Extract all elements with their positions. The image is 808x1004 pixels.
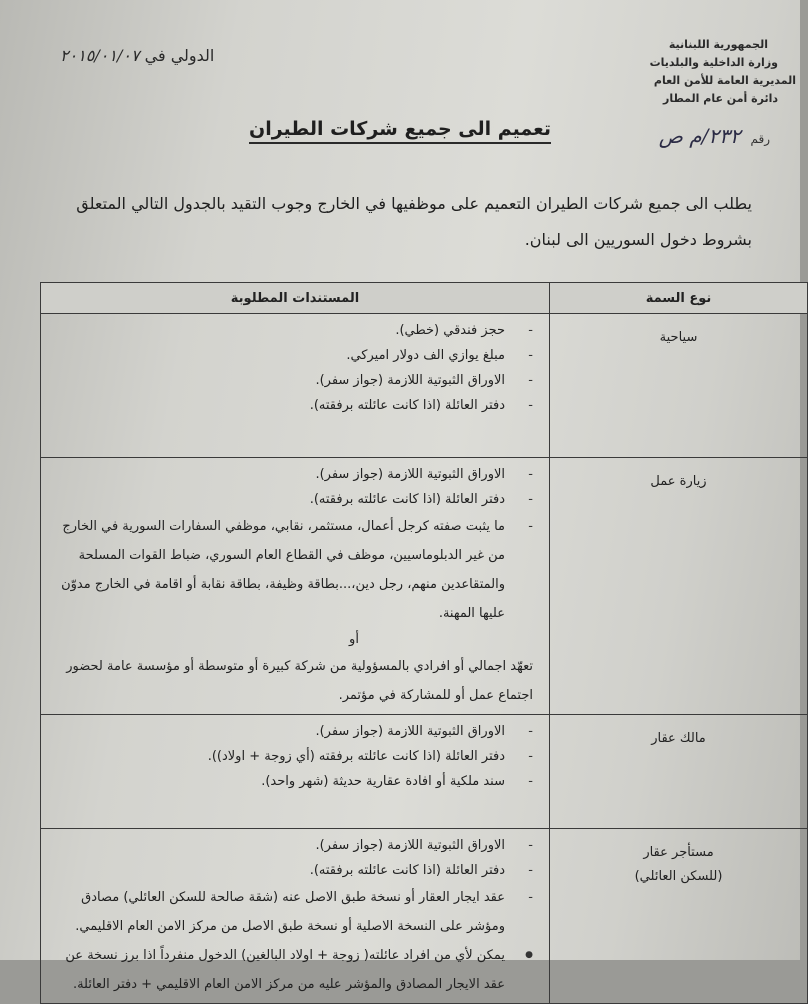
list-item: - مبلغ يوازي الف دولار اميركي. bbox=[49, 343, 539, 368]
visa-type-cell: سياحية bbox=[550, 314, 808, 458]
list-item: - ما يثبت صفته كرجل أعمال، مستثمر، نقابي، موظفي السفارات السورية في الخارج من غير الدبلوماسيين، موظف في القطاع العام السوري، ضباط القوات المسلحة والمتقاعدين منهم، رجل دين،...بطاقة وظيفة، بطاقة نقابة أو اقامة في الخارج مدوّن عليها المهنة. bbox=[49, 512, 539, 628]
list-item: - دفتر العائلة (اذا كانت عائلته برفقته). bbox=[49, 487, 539, 512]
documents-cell bbox=[41, 458, 550, 715]
visa-type-label: مستأجر عقار bbox=[643, 845, 714, 860]
documents-list bbox=[49, 318, 539, 418]
header-visa-type: نوع السمة bbox=[550, 283, 808, 314]
documents-cell bbox=[41, 829, 550, 1004]
table-row bbox=[41, 715, 808, 829]
directorate-name: المديرية العامة للأمن العام bbox=[653, 74, 796, 87]
date-label: الدولي في bbox=[144, 46, 215, 65]
date-value: ٢٠١٥/٠١/٠٧ bbox=[60, 46, 140, 65]
table-row bbox=[41, 458, 808, 715]
documents-list bbox=[49, 719, 539, 794]
table-header-row bbox=[41, 283, 808, 314]
table-row bbox=[41, 829, 808, 1004]
visa-requirements-table bbox=[40, 282, 808, 1004]
visa-type-cell bbox=[550, 829, 808, 1004]
documents-list bbox=[49, 833, 539, 999]
list-item: ● يمكن لأي من افراد عائلته( زوجة + اولاد البالغين) الدخول منفرداً اذا برز نسخة عن عقد الايجار المصادق والمؤشر عليه من مركز الامن العام الاقليمي + دفتر العائلة. bbox=[49, 941, 539, 999]
list-item: - الاوراق الثبوتية اللازمة (جواز سفر). bbox=[49, 833, 539, 858]
list-item: - دفتر العائلة (اذا كانت عائلته برفقته). bbox=[49, 393, 539, 418]
issue-date bbox=[60, 46, 214, 65]
documents-list bbox=[49, 462, 539, 628]
table-row bbox=[41, 314, 808, 458]
visa-type-note: (للسكن العائلي) bbox=[634, 869, 723, 884]
reference-value: ٢٣٢/م ص bbox=[658, 124, 741, 148]
visa-type-cell: زيارة عمل bbox=[550, 458, 808, 715]
header-documents: المستندات المطلوبة bbox=[41, 283, 550, 314]
department-name: دائرة أمن عام المطار bbox=[662, 92, 778, 105]
documents-cell bbox=[41, 314, 550, 458]
document-title-text: تعميم الى جميع شركات الطيران bbox=[249, 118, 551, 144]
list-item: - دفتر العائلة (اذا كانت عائلته برفقته (أي زوجة + اولاد)). bbox=[49, 744, 539, 769]
list-item: - الاوراق الثبوتية اللازمة (جواز سفر). bbox=[49, 462, 539, 487]
letterhead bbox=[598, 36, 796, 108]
list-item: - حجز فندقي (خطي). bbox=[49, 318, 539, 343]
reference-label: رقم bbox=[750, 132, 770, 146]
list-item: - سند ملكية أو افادة عقارية حديثة (شهر واحد). bbox=[49, 769, 539, 794]
list-item: - دفتر العائلة (اذا كانت عائلته برفقته). bbox=[49, 858, 539, 883]
visa-type-cell: مالك عقار bbox=[550, 715, 808, 829]
alternative-text: تعهّد اجمالي أو افرادي بالمسؤولية من شركة كبيرة أو متوسطة أو مؤسسة عامة لحضور اجتماع عمل أو للمشاركة في مؤتمر. bbox=[66, 659, 533, 703]
list-item: - الاوراق الثبوتية اللازمة (جواز سفر). bbox=[49, 719, 539, 744]
document-title bbox=[0, 118, 800, 140]
list-item: - عقد ايجار العقار أو نسخة طبق الاصل عنه (شقة صالحة للسكن العائلي) مصادق ومؤشر على النسخة الاصلية أو نسخة طبق الاصل من مركز الامن العام الاقليمي. bbox=[49, 883, 539, 941]
list-item: - الاوراق الثبوتية اللازمة (جواز سفر). bbox=[49, 368, 539, 393]
republic-name: الجمهورية اللبنانية bbox=[668, 38, 768, 51]
documents-cell bbox=[41, 715, 550, 829]
intro-paragraph: يطلب الى جميع شركات الطيران التعميم على موظفيها في الخارج وجوب التقيد بالجدول التالي المتعلق بشروط دخول السوريين الى لبنان. bbox=[76, 194, 752, 249]
or-separator: أو bbox=[349, 632, 359, 647]
ministry-name: وزارة الداخلية والبلديات bbox=[649, 56, 778, 69]
